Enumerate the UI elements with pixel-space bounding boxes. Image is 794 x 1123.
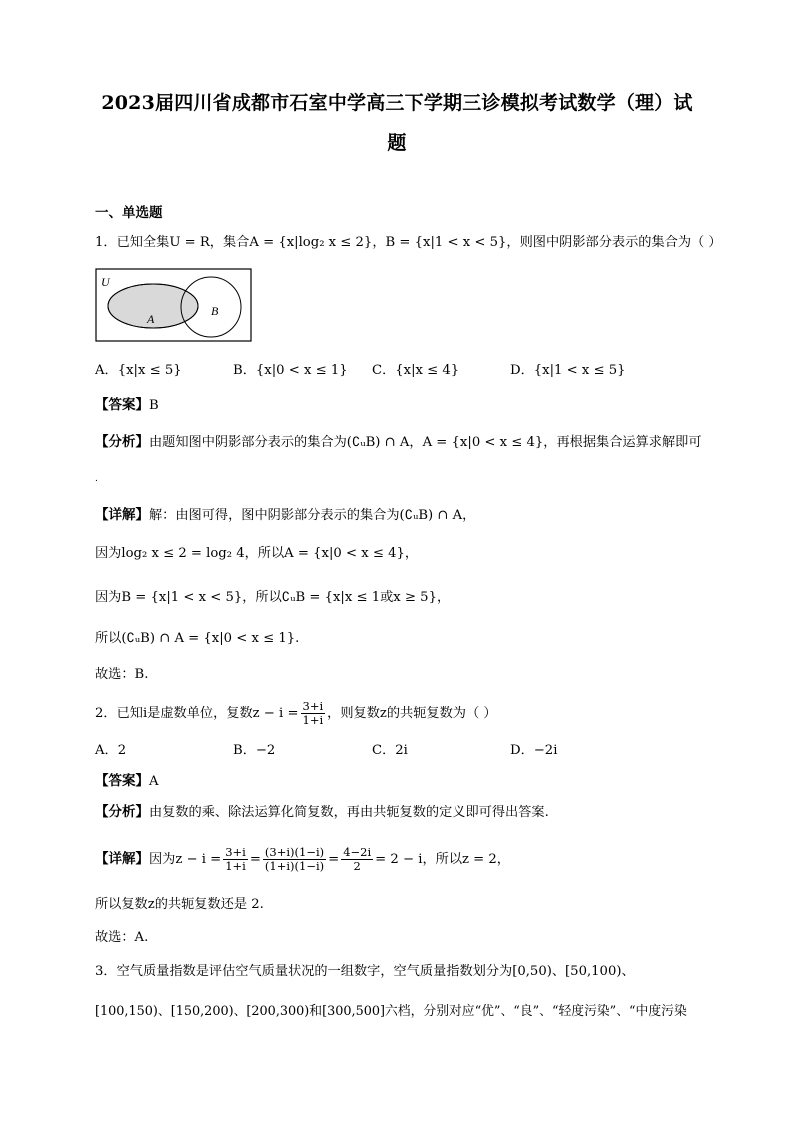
detail-tag: 【详解】 bbox=[95, 507, 149, 523]
detail-fraction-3 bbox=[341, 846, 373, 873]
fraction-denominator: 2 bbox=[353, 859, 361, 873]
q1-analysis-end: . bbox=[95, 474, 98, 484]
fraction-denominator: (1+i)(1−i) bbox=[264, 859, 325, 873]
q1-stem: 1．已知全集U = R，集合A = {x|log₂ x ≤ 2}，B = {x|1 < x < 5}，则图中阴影部分表示的集合为（ ） bbox=[95, 235, 722, 250]
analysis-text: 由复数的乘、除法运算化简复数，再由共轭复数的定义即可得出答案. bbox=[149, 805, 549, 820]
q2-answer bbox=[95, 772, 159, 791]
q2-option-c: C．2i bbox=[372, 743, 408, 758]
section-heading: 一、单选题 bbox=[95, 205, 163, 221]
q2-stem-post: ，则复数z的共轭复数为（ ） bbox=[327, 706, 497, 721]
q1-detail-line4: 所以(∁ᵤB) ∩ A = {x|0 < x ≤ 1}. bbox=[95, 631, 300, 646]
venn-diagram bbox=[95, 268, 253, 344]
answer-value: B bbox=[149, 398, 159, 413]
q1-detail-line2: 因为log₂ x ≤ 2 = log₂ 4，所以A = {x|0 < x ≤ 4}， bbox=[95, 546, 419, 561]
document-title-line2: 题 bbox=[387, 132, 407, 154]
analysis-tag: 【分析】 bbox=[95, 434, 149, 450]
detail-post: = 2 − i，所以z = 2， bbox=[375, 852, 510, 867]
q1-answer bbox=[95, 396, 159, 415]
fraction-numerator: 4−2i bbox=[343, 845, 372, 859]
q2-stem-pre: 2．已知i是虚数单位，复数z − i = bbox=[95, 706, 299, 721]
detail-pre: 因为z − i = bbox=[149, 852, 222, 867]
q3-stem-line2: [100,150)、[150,200)、[200,300)和[300,500]六档，分别对应“优”、“良”、“轻度污染”、“中度污染 bbox=[95, 1004, 687, 1019]
answer-tag: 【答案】 bbox=[95, 397, 149, 413]
detail-text: 解：由图可得，图中阴影部分表示的集合为(∁ᵤB) ∩ A， bbox=[149, 508, 476, 523]
analysis-text: 由题知图中阴影部分表示的集合为(∁ᵤB) ∩ A，A = {x|0 < x ≤ 4}，再根据集合运算求解即可 bbox=[149, 435, 702, 450]
fraction-numerator: 3+i bbox=[302, 699, 324, 713]
q2-analysis bbox=[95, 803, 549, 822]
fraction-denominator: 1+i bbox=[302, 713, 324, 727]
q1-analysis bbox=[95, 433, 702, 452]
q2-stem bbox=[95, 700, 497, 727]
q1-detail-line1 bbox=[95, 506, 475, 525]
q1-option-c: C．{x|x ≤ 4} bbox=[372, 363, 460, 378]
q2-stem-fraction bbox=[301, 700, 326, 727]
q2-option-d: D．−2i bbox=[510, 743, 558, 758]
venn-label-a: A bbox=[147, 312, 155, 326]
answer-tag: 【答案】 bbox=[95, 773, 149, 789]
q2-conclusion: 故选：A. bbox=[95, 930, 149, 945]
analysis-tag: 【分析】 bbox=[95, 804, 149, 820]
q2-detail-line2: 所以复数z的共轭复数还是 2. bbox=[95, 897, 264, 912]
q2-detail-line1: 【详解】因为z − i = $\frac{3+i}{1+i}$ = $\frac{(3+i)(1-i)}{(1+i)(1-i)}$ = $\frac{4-2i}{2}$ = 2 − i，所以z = 2， bbox=[95, 845, 510, 873]
venn-label-u: U bbox=[101, 275, 110, 289]
q2-option-b: B．−2 bbox=[233, 743, 276, 758]
detail-fraction-2 bbox=[263, 846, 326, 873]
q1-conclusion: 故选：B. bbox=[95, 667, 149, 682]
document-title-line1: 2023届四川省成都市石室中学高三下学期三诊模拟考试数学（理）试 bbox=[101, 92, 693, 114]
detail-tag: 【详解】 bbox=[95, 851, 149, 867]
fraction-numerator: 3+i bbox=[225, 845, 246, 859]
q1-detail-line3: 因为B = {x|1 < x < 5}，所以∁ᵤB = {x|x ≤ 1或x ≥ 5}， bbox=[95, 590, 451, 605]
q1-option-d: D．{x|1 < x ≤ 5} bbox=[510, 363, 626, 378]
detail-fraction-1 bbox=[223, 846, 248, 873]
venn-label-b: B bbox=[211, 304, 219, 318]
q1-option-a: A．{x|x ≤ 5} bbox=[95, 363, 182, 378]
q2-option-a: A．2 bbox=[95, 743, 127, 758]
q3-stem-line1: 3．空气质量指数是评估空气质量状况的一组数字，空气质量指数划分为[0,50)、[50,100)、 bbox=[95, 964, 635, 979]
fraction-numerator: (3+i)(1−i) bbox=[264, 845, 325, 859]
fraction-denominator: 1+i bbox=[225, 859, 246, 873]
answer-value: A bbox=[149, 774, 159, 789]
q1-option-b: B．{x|0 < x ≤ 1} bbox=[233, 363, 348, 378]
